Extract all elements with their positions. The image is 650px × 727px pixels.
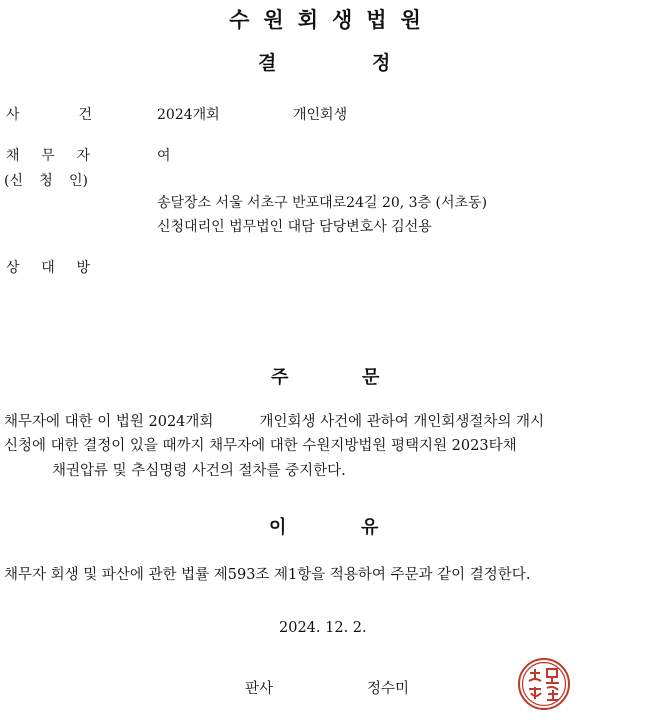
court-name: 수원회생법원 [229, 7, 435, 32]
order-heading-right: 문 [362, 367, 380, 388]
reason-heading-left: 이 [269, 517, 287, 538]
case-label [6, 104, 92, 124]
debtor-label-char: 무 [41, 148, 55, 164]
order-line-3: 채권압류 및 추심명령 사건의 절차를 중지한다. [52, 463, 346, 479]
order-line-2: 신청에 대한 결정이 있을 때까지 채무자에 대한 수원지방법원 평택지원 2023타채 [4, 438, 517, 454]
order-heading-left: 주 [271, 367, 289, 388]
decision-title-left: 결 [258, 52, 277, 74]
opponent-label-char: 방 [76, 260, 90, 276]
case-label-char: 사 [6, 107, 20, 123]
opponent-label-char: 상 [6, 260, 20, 276]
debtor-name: 여 [157, 148, 171, 164]
legal-agent: 신청대리인 법무법인 대담 담당변호사 김선용 [157, 219, 432, 235]
service-address: 송달장소 서울 서초구 반포대로24길 20, 3층 (서초동) [157, 195, 488, 211]
opponent-label-char: 대 [41, 260, 55, 276]
debtor-label-char: 자 [76, 148, 90, 164]
reason-heading-right: 유 [361, 517, 379, 538]
debtor-label-char: 채 [6, 148, 20, 164]
decision-title-right: 정 [372, 52, 391, 74]
case-label-char: 건 [78, 107, 92, 123]
judge-title: 판사 [245, 681, 274, 697]
order-line-1: 채무자에 대한 이 법원 2024개회 개인회생 사건에 관하여 개인회생절차의 개시 [4, 414, 545, 430]
applicant-label-char: 청 [39, 173, 53, 189]
judge-seal [517, 657, 571, 711]
debtor-label [6, 145, 90, 165]
judge-name: 정수미 [367, 681, 410, 697]
opponent-label [6, 257, 90, 277]
applicant-label-char: 인) [69, 173, 88, 189]
applicant-label [4, 170, 88, 190]
decision-date: 2024. 12. 2. [279, 620, 367, 636]
case-name: 개인회생 [293, 107, 348, 123]
reason-text: 채무자 회생 및 파산에 관한 법률 제593조 제1항을 적용하여 주문과 같이 결정한다. [4, 567, 531, 583]
case-number: 2024개회 [157, 107, 220, 123]
applicant-label-char: (신 [4, 173, 23, 189]
